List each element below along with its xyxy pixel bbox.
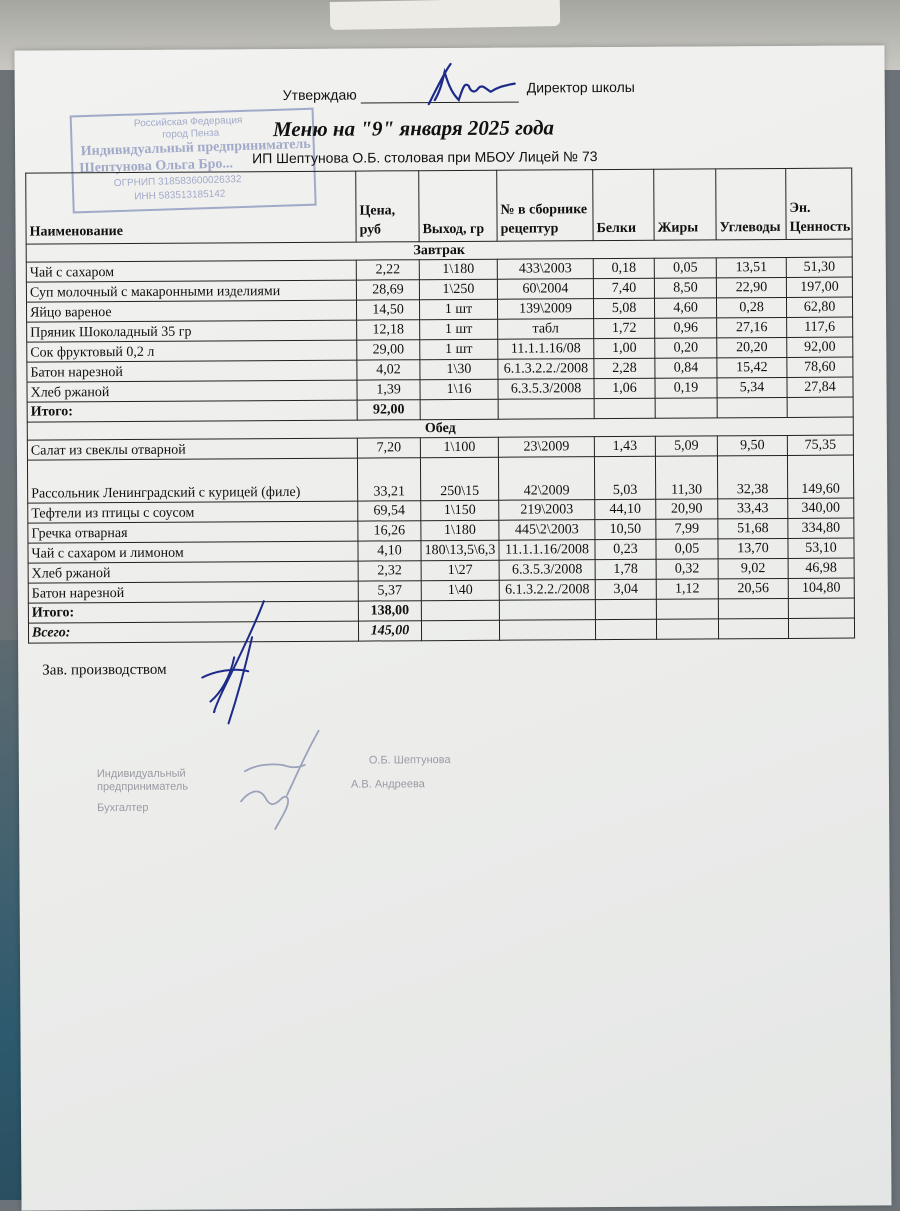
- empty-cell: [499, 600, 595, 621]
- energy-cell: 334,80: [788, 518, 854, 538]
- dish-name-cell: Яйцо вареное: [27, 300, 357, 322]
- lunch-total-value: 138,00: [358, 601, 421, 621]
- empty-cell: [595, 619, 656, 639]
- footer-signatures: [225, 725, 346, 836]
- price-cell: 33,21: [357, 458, 420, 501]
- proteins-cell: 1,00: [594, 338, 655, 358]
- proteins-cell: 1,72: [594, 318, 655, 338]
- empty-cell: [421, 600, 499, 620]
- yield-cell: 180\13,5\6,3: [421, 540, 499, 560]
- dish-name-cell: Салат из свеклы отварной: [27, 438, 357, 460]
- fats-cell: 7,99: [656, 519, 718, 539]
- recipe-number-cell: 42\2009: [498, 457, 594, 501]
- price-cell: 2,22: [356, 260, 419, 280]
- fats-cell: 0,05: [656, 539, 718, 559]
- breakfast-title: Завтрак: [26, 239, 852, 262]
- recipe-number-cell: 60\2004: [497, 279, 593, 300]
- table-header-row: [26, 168, 852, 244]
- dish-name-cell: Чай с сахаром и лимоном: [28, 541, 358, 563]
- empty-cell: [595, 599, 656, 619]
- empty-cell: [594, 398, 655, 418]
- empty-cell: [718, 598, 788, 618]
- empty-cell: [717, 397, 787, 417]
- energy-cell: 78,60: [787, 357, 853, 377]
- carbs-cell: 9,50: [717, 435, 787, 455]
- breakfast-total-label: Итого:: [27, 400, 357, 422]
- carbs-cell: 13,51: [716, 257, 786, 277]
- col-carbs-header: Углеводы: [716, 168, 786, 239]
- energy-cell: 75,35: [787, 435, 853, 455]
- approve-label: Утверждаю: [282, 86, 357, 104]
- col-energy-header: Эн. Ценность: [786, 168, 852, 239]
- carbs-cell: 33,43: [718, 498, 788, 518]
- price-cell: 4,10: [358, 541, 421, 561]
- empty-cell: [498, 399, 594, 420]
- dish-name-cell: Суп молочный с макаронными изделиями: [26, 280, 356, 302]
- col-recipe-header: № в сборнике рецептур: [497, 170, 593, 242]
- proteins-cell: 3,04: [595, 579, 656, 599]
- stamp-line-5: ОГРНИП 318583600026332: [113, 174, 242, 190]
- menu-sheet: [14, 45, 891, 1210]
- dish-name-cell: Рассольник Ленинградский с курицей (филе): [27, 458, 357, 503]
- carbs-cell: 15,42: [717, 357, 787, 377]
- empty-cell: [788, 618, 854, 638]
- accountant-name: А.В. Андреева: [350, 778, 425, 791]
- fats-cell: 1,12: [656, 579, 718, 599]
- empty-cell: [499, 620, 595, 641]
- dish-name-cell: Хлеб ржаной: [27, 380, 357, 402]
- proteins-cell: 10,50: [595, 519, 656, 539]
- fats-cell: 5,09: [655, 436, 717, 456]
- price-cell: 69,54: [358, 501, 421, 521]
- col-price-header: Цена, руб: [356, 171, 419, 242]
- carbs-cell: 20,56: [718, 578, 788, 598]
- empty-cell: [718, 618, 788, 638]
- head-production-label: Зав. производством: [42, 661, 167, 679]
- empty-cell: [656, 599, 718, 619]
- dish-name-cell: Хлеб ржаной: [28, 561, 358, 583]
- ip-label-line-1: Индивидуальный: [96, 767, 186, 781]
- yield-cell: 1\250: [419, 279, 497, 299]
- proteins-cell: 0,23: [595, 539, 656, 559]
- energy-cell: 92,00: [787, 337, 853, 357]
- menu-table: [25, 168, 855, 644]
- yield-cell: 1\27: [421, 560, 499, 580]
- energy-cell: 197,00: [786, 277, 852, 297]
- yield-cell: 1\180: [421, 520, 499, 540]
- fats-cell: 0,96: [655, 318, 717, 338]
- carbs-cell: 32,38: [717, 455, 787, 498]
- yield-cell: 1\16: [420, 379, 498, 399]
- fats-cell: 8,50: [654, 278, 716, 298]
- stamp-line-1: Российская Федерация: [133, 114, 243, 130]
- energy-cell: 104,80: [788, 578, 854, 598]
- carbs-cell: 22,90: [716, 277, 786, 297]
- dish-name-cell: Тефтели из птицы с соусом: [28, 501, 358, 523]
- fats-cell: 0,84: [655, 358, 717, 378]
- proteins-cell: 1,78: [595, 559, 656, 579]
- grand-total-label: Всего:: [28, 621, 358, 643]
- proteins-cell: 1,06: [594, 378, 655, 398]
- recipe-number-cell: 6.3.5.3/2008: [499, 560, 595, 581]
- carbs-cell: 9,02: [718, 558, 788, 578]
- yield-cell: 1\180: [419, 259, 497, 279]
- col-fats-header: Жиры: [654, 169, 716, 240]
- recipe-number-cell: 11.1.1.16/08: [498, 339, 594, 360]
- stamp-line-3: Индивидуальный предприниматель: [80, 136, 311, 160]
- price-cell: 12,18: [357, 320, 420, 340]
- price-cell: 28,69: [356, 280, 419, 300]
- carbs-cell: 5,34: [717, 377, 787, 397]
- fats-cell: 4,60: [654, 298, 716, 318]
- fats-cell: 11,30: [655, 456, 717, 499]
- recipe-number-cell: 11.1.1.16/2008: [499, 540, 595, 561]
- yield-cell: 1 шт: [420, 319, 498, 339]
- breakfast-total-value: 92,00: [357, 400, 420, 420]
- dish-name-cell: Батон нарезной: [27, 360, 357, 382]
- price-cell: 4,02: [357, 360, 420, 380]
- empty-cell: [788, 598, 854, 618]
- yield-cell: 1 шт: [419, 299, 497, 319]
- recipe-number-cell: 139\2009: [497, 299, 593, 320]
- dish-name-cell: Пряник Шоколадный 35 гр: [27, 320, 357, 342]
- energy-cell: 62,80: [786, 297, 852, 317]
- empty-cell: [787, 397, 853, 417]
- proteins-cell: 0,18: [593, 258, 654, 278]
- fats-cell: 0,05: [654, 258, 716, 278]
- proteins-cell: 5,08: [593, 298, 654, 318]
- head-production-signature: [194, 597, 285, 728]
- proteins-cell: 2,28: [594, 358, 655, 378]
- dish-name-cell: Чай с сахаром: [26, 260, 356, 282]
- price-cell: 5,37: [358, 581, 421, 601]
- lunch-item-row: [27, 455, 853, 503]
- fats-cell: 0,32: [656, 559, 718, 579]
- fats-cell: 20,90: [656, 499, 718, 519]
- grand-total-row: [28, 618, 854, 643]
- yield-cell: 1\40: [421, 580, 499, 600]
- proteins-cell: 7,40: [593, 278, 654, 298]
- price-cell: 1,39: [357, 380, 420, 400]
- energy-cell: 149,60: [787, 455, 853, 498]
- recipe-number-cell: табл: [498, 319, 594, 340]
- col-name-header: Наименование: [26, 171, 356, 244]
- menu-subtitle: ИП Шептунова О.Б. столовая при МБОУ Лицей № 73: [252, 148, 598, 167]
- recipe-number-cell: 6.1.3.2.2./2008: [498, 359, 594, 380]
- empty-cell: [421, 620, 499, 640]
- recipe-number-cell: 445\2\2003: [499, 520, 595, 541]
- proteins-cell: 5,03: [594, 456, 655, 499]
- energy-cell: 51,30: [786, 257, 852, 277]
- dish-name-cell: Батон нарезной: [28, 581, 358, 603]
- energy-cell: 117,6: [787, 317, 853, 337]
- carbs-cell: 0,28: [716, 297, 786, 317]
- carbs-cell: 27,16: [717, 317, 787, 337]
- price-cell: 29,00: [357, 340, 420, 360]
- director-signature: [415, 60, 525, 111]
- lunch-total-label: Итого:: [28, 601, 358, 623]
- price-cell: 14,50: [356, 300, 419, 320]
- proteins-cell: 44,10: [595, 499, 656, 519]
- stamp-line-6: ИНН 583513185142: [134, 188, 226, 203]
- yield-cell: 1 шт: [420, 339, 498, 359]
- table-body: [26, 239, 854, 643]
- energy-cell: 27,84: [787, 377, 853, 397]
- recipe-number-cell: 433\2003: [497, 259, 593, 280]
- fats-cell: 0,20: [655, 338, 717, 358]
- recipe-number-cell: 6.3.5.3/2008: [498, 379, 594, 400]
- stamp-line-4: Шептунова Ольга Бро...: [79, 156, 234, 177]
- yield-cell: 1\150: [421, 500, 499, 520]
- proteins-cell: 1,43: [594, 436, 655, 456]
- price-cell: 2,32: [358, 561, 421, 581]
- empty-cell: [420, 399, 498, 419]
- col-proteins-header: Белки: [593, 169, 654, 240]
- yield-cell: 1\100: [420, 437, 498, 457]
- energy-cell: 340,00: [788, 498, 854, 518]
- accountant-label: Бухгалтер: [97, 801, 149, 815]
- col-yield-header: Выход, гр: [419, 170, 497, 241]
- ip-label-line-2: предприниматель: [96, 780, 189, 794]
- price-cell: 16,26: [358, 521, 421, 541]
- carbs-cell: 20,20: [717, 337, 787, 357]
- empty-cell: [655, 398, 717, 418]
- carbs-cell: 13,70: [718, 538, 788, 558]
- recipe-number-cell: 6.1.3.2.2./2008: [499, 580, 595, 601]
- carbs-cell: 51,68: [718, 518, 788, 538]
- recipe-number-cell: 23\2009: [498, 437, 594, 458]
- empty-cell: [656, 619, 718, 639]
- yield-cell: 250\15: [420, 457, 498, 500]
- stamp-line-2: город Пенза: [162, 127, 220, 141]
- energy-cell: 46,98: [788, 558, 854, 578]
- background-paper-slip: [330, 0, 560, 30]
- recipe-number-cell: 219\2003: [499, 500, 595, 521]
- yield-cell: 1\30: [420, 359, 498, 379]
- energy-cell: 53,10: [788, 538, 854, 558]
- price-cell: 7,20: [357, 438, 420, 458]
- lunch-title: Обед: [27, 417, 853, 440]
- dish-name-cell: Гречка отварная: [28, 521, 358, 543]
- director-label: Директор школы: [526, 78, 635, 96]
- menu-title: Меню на "9" января 2025 года: [272, 115, 555, 142]
- fats-cell: 0,19: [655, 378, 717, 398]
- ip-name: О.Б. Шептунова: [368, 754, 451, 767]
- grand-total-value: 145,00: [358, 621, 421, 641]
- dish-name-cell: Сок фруктовый 0,2 л: [27, 340, 357, 362]
